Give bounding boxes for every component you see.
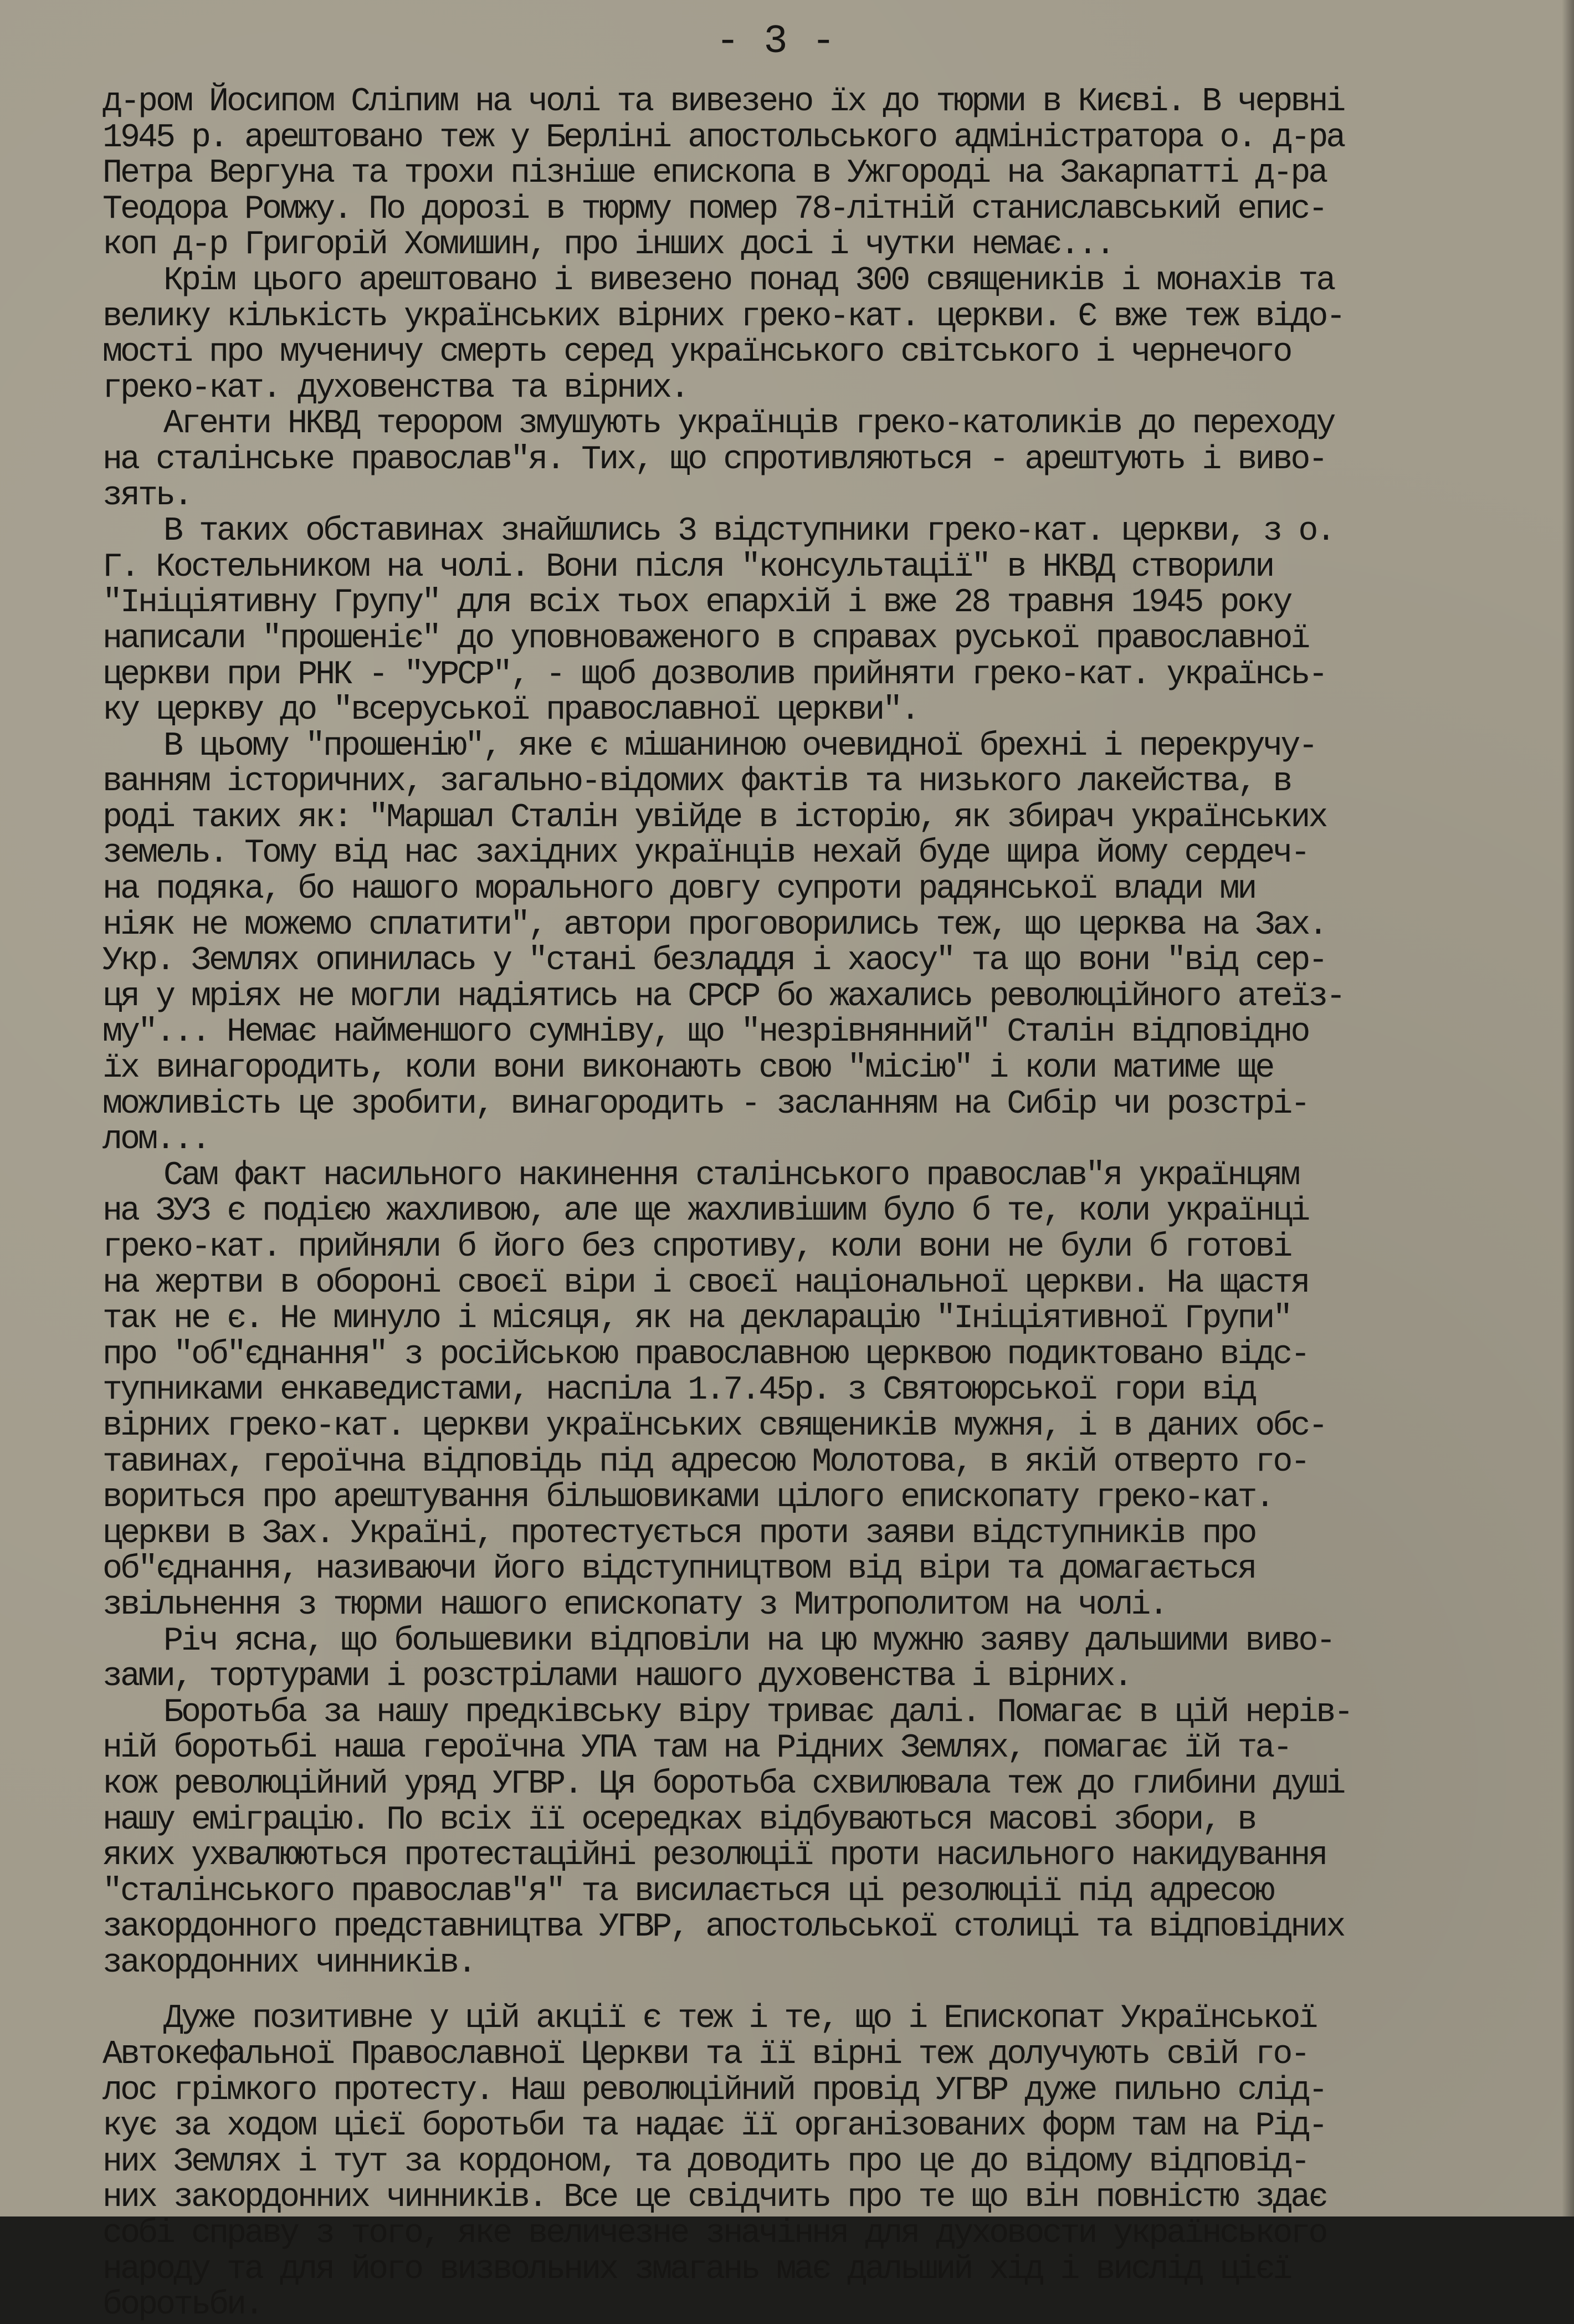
- text-line: "сталінського православ"я" та висилається ці резолюції під адресою: [102, 1872, 1273, 1911]
- text-line: коп д-р Григорій Хомишин, про інших досі і чутки немає...: [102, 226, 1114, 264]
- text-line: боротьби.: [102, 2286, 263, 2324]
- text-line: церкви в Зах. Україні, протестується проти заяви відступників про: [102, 1514, 1255, 1553]
- page-number: - 3 -: [715, 19, 836, 64]
- text-line: ку церкву до "всеруської православної церкви".: [102, 692, 919, 730]
- text-line: мості про мученичу смерть серед українського світського і чернечого: [102, 334, 1291, 372]
- text-line: роді таких як: "Маршал Сталін увійде в історію, як збирач українських: [102, 798, 1326, 837]
- text-line: В таких обставинах знайшлись 3 відступники греко-кат. церкви, з о.: [163, 513, 1334, 551]
- text-line: написали "прошеніє" до уповноваженого в справах руської православної: [102, 620, 1309, 658]
- text-line: ніяк не можемо сплатити", автори проговорились теж, що церква на Зах.: [102, 906, 1326, 944]
- text-line: "Ініціятивну Групу" для всіх тьох епархій і вже 28 травня 1945 року: [102, 584, 1291, 622]
- text-line: тавинах, героїчна відповідь під адресою Молотова, в якій отверто го-: [102, 1443, 1309, 1481]
- text-line: вориться про арештування більшовиками цілого епископату греко-кат.: [102, 1479, 1273, 1517]
- text-line: кож революційний уряд УГВР. Ця боротьба схвилювала теж до глибини душі: [102, 1765, 1344, 1803]
- text-line: собі справу з того, яке величезне значіння для духовости українського: [102, 2215, 1326, 2253]
- paragraph: [102, 1695, 1518, 1982]
- text-line: Дуже позитивне у цій акції є теж і те, що і Епископат Української: [163, 2000, 1316, 2038]
- text-line: велику кількість українських вірних греко-кат. церкви. Є вже теж відо-: [102, 298, 1344, 336]
- paragraph: [102, 406, 1518, 514]
- text-line: 1945 р. арештовано теж у Берліні апостольського адміністратора о. д-ра: [102, 119, 1344, 157]
- paragraph: [102, 514, 1518, 729]
- text-line: му"... Немає найменшого сумніву, що "незрівнянний" Сталін відповідно: [102, 1013, 1309, 1052]
- text-line: об"єднання, називаючи його відступництвом від віри та домагається: [102, 1550, 1255, 1589]
- text-line: Г. Костельником на чолі. Вони після "консультації" в НКВД створили: [102, 548, 1273, 586]
- text-line: зами, тортурами і розстрілами нашого духовенства і вірних.: [102, 1658, 1131, 1696]
- text-line: Крім цього арештовано і вивезено понад 300 священиків і монахів та: [163, 262, 1334, 300]
- text-line: на подяка, бо нашого морального довгу супроти радянської влади ми: [102, 871, 1255, 909]
- text-line: нашу еміграцію. По всіх її осередках відбуваються масові збори, в: [102, 1801, 1255, 1839]
- text-line: них Землях і тут за кордоном, та доводить про це до відому відповід-: [102, 2143, 1309, 2181]
- text-line: Укр. Землях опинилась у "стані безладдя і хаосу" та що вони "від сер-: [102, 942, 1326, 980]
- paragraph: [102, 1158, 1518, 1624]
- body-text: [102, 83, 1518, 2324]
- text-line: зять.: [102, 477, 192, 515]
- text-line: греко-кат. прийняли б його без спротиву, коли вони не були б готові: [102, 1228, 1291, 1266]
- paragraph: [102, 1624, 1518, 1695]
- paragraph: [102, 84, 1518, 263]
- text-line: д-ром Йосипом Сліпим на чолі та вивезено їх до тюрми в Києві. В червні: [102, 83, 1344, 121]
- text-line: лом...: [102, 1121, 209, 1159]
- text-line: лос грімкого протесту. Наш революційний провід УГВР дуже пильно слід-: [102, 2071, 1326, 2110]
- text-line: кує за ходом цієї боротьби та надає її організованих форм там на Рід-: [102, 2107, 1326, 2146]
- text-line: Агенти НКВД терором змушують українців греко-католиків до переходу: [163, 405, 1334, 443]
- text-line: можливість це зробити, винагородить - засланням на Сибір чи розстрі-: [102, 1085, 1309, 1123]
- text-line: на ЗУЗ є подією жахливою, але ще жахливішим було б те, коли українці: [102, 1192, 1309, 1231]
- text-line: Сам факт насильного накинення сталінського православ"я українцям: [163, 1156, 1299, 1195]
- text-line: них закордонних чинників. Все це свідчить про те що він повністю здає: [102, 2179, 1326, 2217]
- text-line: на жертви в обороні своєї віри і своєї національної церкви. На щастя: [102, 1264, 1309, 1302]
- text-line: так не є. Не минуло і місяця, як на декларацію "Ініціятивної Групи": [102, 1300, 1291, 1338]
- text-line: Петра Вергуна та трохи пізніше епископа в Ужгороді на Закарпатті д-ра: [102, 155, 1326, 193]
- text-line: на сталінське православ"я. Тих, що спротивляються - арештують і виво-: [102, 441, 1326, 479]
- text-line: Автокефальної Православної Церкви та її вірні теж долучують свій го-: [102, 2036, 1309, 2074]
- paragraph: [102, 729, 1518, 1158]
- text-line: Річ ясна, що большевики відповіли на цю мужню заяву дальшими виво-: [163, 1622, 1334, 1660]
- text-line: Теодора Ромжу. По дорозі в тюрму помер 78-літній станиславський епис-: [102, 190, 1326, 228]
- text-line: закордонного представництва УГВР, апостольської столиці та відповідних: [102, 1908, 1344, 1947]
- text-line: греко-кат. духовенства та вірних.: [102, 369, 688, 407]
- text-line: ванням історичних, загально-відомих фактів та низького лакейства, в: [102, 763, 1291, 801]
- text-line: їх винагородить, коли вони виконають свою "місію" і коли матиме ще: [102, 1050, 1273, 1088]
- text-line: В цьому "прошенію", яке є мішаниною очевидної брехні і перекручу-: [163, 727, 1316, 765]
- text-line: тупниками енкаведистами, наспіла 1.7.45р. з Святоюрської гори від: [102, 1371, 1255, 1410]
- text-line: звільнення з тюрми нашого епископату з Митрополитом на чолі.: [102, 1586, 1167, 1624]
- text-line: народу та для його визвольних змагань має дальший хід і вислід цієї: [102, 2250, 1291, 2289]
- text-line: Боротьба за нашу предківську віру триває далі. Помагає в цій нерів-: [163, 1693, 1352, 1732]
- text-line: церкви при РНК - "УРСР", - щоб дозволив прийняти греко-кат. українсь-: [102, 656, 1326, 694]
- text-line: вірних греко-кат. церкви українських священиків мужня, і в даних обс-: [102, 1407, 1326, 1445]
- paragraph: [102, 263, 1518, 406]
- text-line: ній боротьбі наша героїчна УПА там на Рідних Землях, помагає їй та-: [102, 1729, 1291, 1768]
- text-line: земель. Тому від нас західних українців нехай буде щира йому сердеч-: [102, 835, 1309, 873]
- text-line: про "об"єднання" з російською православною церквою подиктовано відс-: [102, 1335, 1309, 1374]
- paragraph: [102, 2001, 1518, 2323]
- text-line: яких ухвалюються протестаційні резолюції проти насильного накидування: [102, 1837, 1326, 1875]
- page-edge-shadow: [1562, 0, 1574, 2216]
- text-line: ця у мріях не могли надіятись на СРСР бо жахались революційного атеїз-: [102, 977, 1344, 1016]
- text-line: закордонних чинників.: [102, 1944, 475, 1982]
